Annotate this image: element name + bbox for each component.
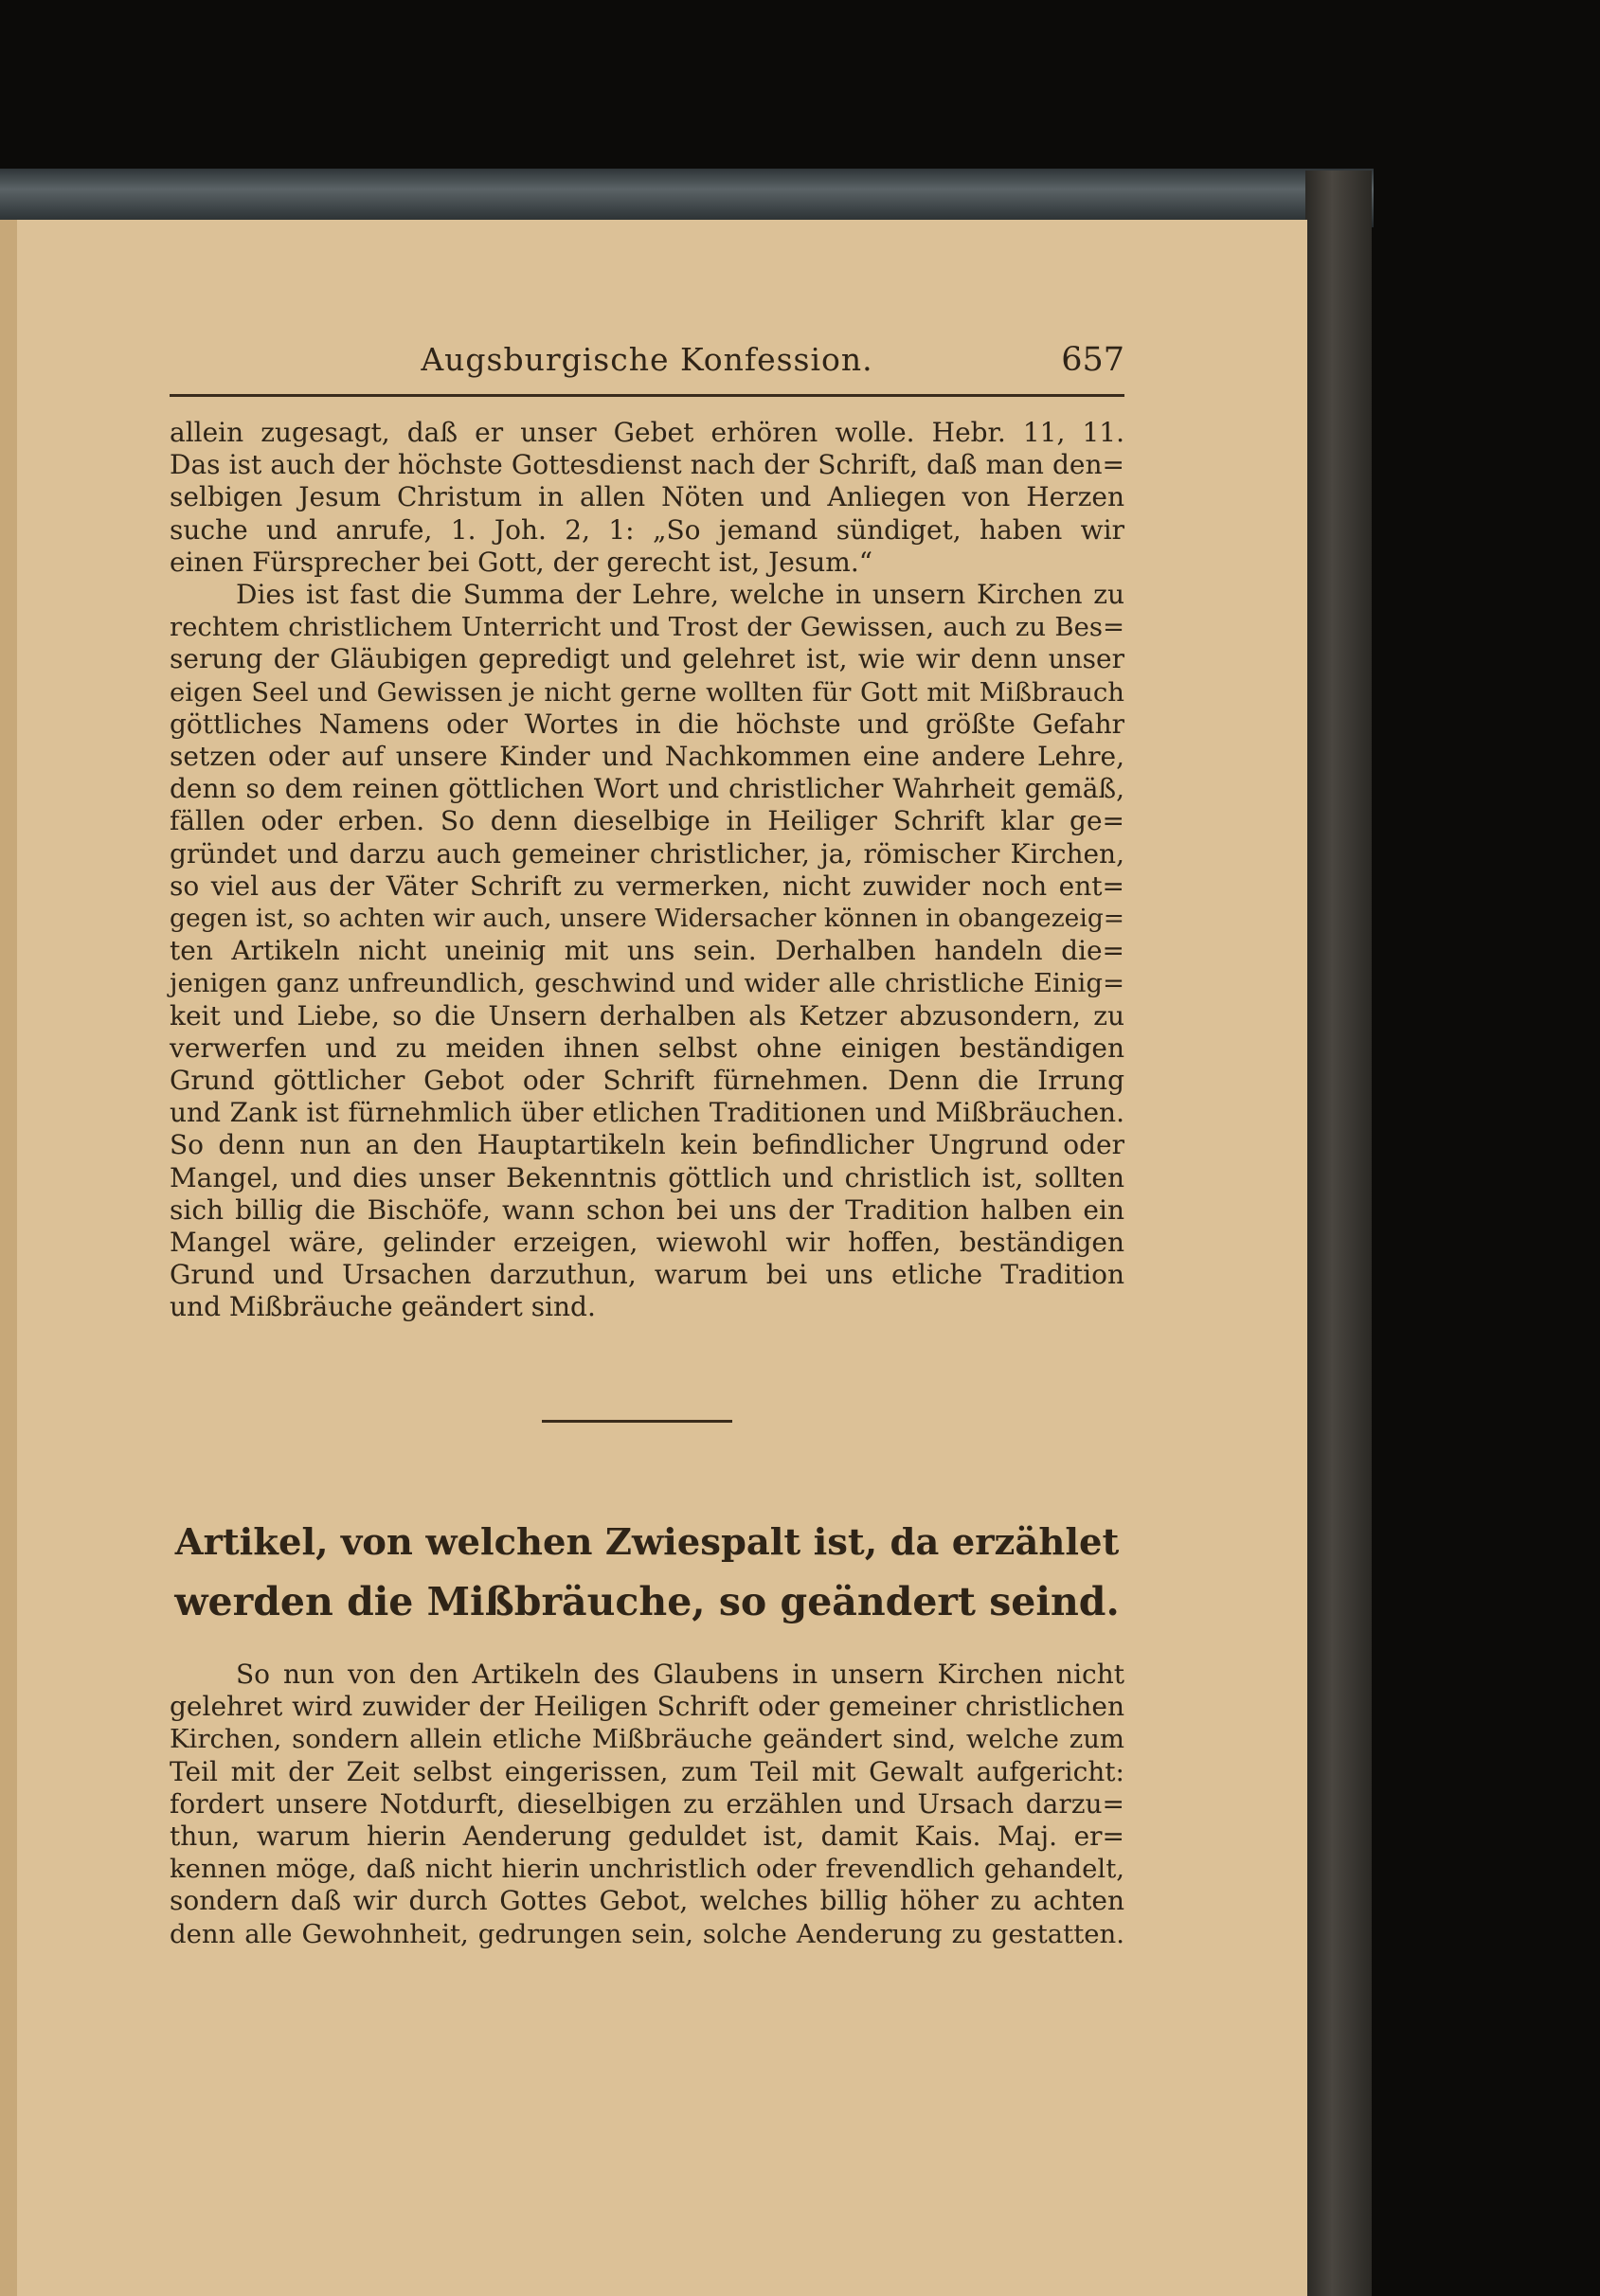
text-line: thun, warum hierin Aenderung geduldet ist, damit Kais. Maj. er= <box>170 1821 1124 1853</box>
text-line: göttliches Namens oder Wortes in die höchste und größte Gefahr <box>170 708 1124 740</box>
text-line: Grund göttlicher Gebot oder Schrift fürnehmen. Denn die Irrung <box>170 1065 1124 1097</box>
text-line: eigen Seel und Gewissen je nicht gerne wollten für Gott mit Mißbrauch <box>170 676 1124 708</box>
running-title: Augsburgische Konfession. <box>421 341 873 378</box>
section-heading-line-2: werden die Mißbräuche, so geändert seind. <box>174 1579 1120 1624</box>
text-line: gründet und darzu auch gemeiner christlicher, ja, römischer Kirchen, <box>170 837 1124 870</box>
page-number: 657 <box>1061 341 1124 379</box>
text-line: fällen oder erben. So denn dieselbige in Heiliger Schrift klar ge= <box>170 805 1124 837</box>
text-line: selbigen Jesum Christum in allen Nöten und Anliegen von Herzen <box>170 481 1124 513</box>
text-line: Grund und Ursachen darzuthun, warum bei uns etliche Tradition <box>170 1259 1124 1291</box>
text-line: allein zugesagt, daß er unser Gebet erhören wolle. Hebr. 11, 11. <box>170 417 1124 448</box>
text-line: sich billig die Bischöfe, wann schon bei uns der Tradition halben ein <box>170 1193 1124 1226</box>
paragraph-1 <box>170 417 1124 579</box>
text-line: einen Fürsprecher bei Gott, der gerecht ist, Jesum.“ <box>170 546 873 578</box>
text-line: suche und anrufe, 1. Joh. 2, 1: „So jemand sündiget, haben wir <box>170 513 1124 546</box>
text-line: jenigen ganz unfreundlich, geschwind und wider alle christliche Einig= <box>170 968 1124 999</box>
text-line: sondern daß wir durch Gottes Gebot, welches billig höher zu achten <box>170 1885 1124 1917</box>
text-line: Das ist auch der höchste Gottesdienst nach der Schrift, daß man den= <box>170 449 1124 481</box>
text-line: kennen möge, daß nicht hierin unchristlich oder frevendlich gehandelt, <box>170 1854 1124 1885</box>
text-line: serung der Gläubigen gepredigt und gelehret ist, wie wir denn unser <box>170 643 1124 675</box>
text-line: denn alle Gewohnheit, gedrungen sein, solche Aenderung zu gestatten. <box>170 1918 1124 1949</box>
text-line: so viel aus der Väter Schrift zu vermerken, nicht zuwider noch ent= <box>170 870 1124 902</box>
text-line: Mangel wäre, gelinder erzeigen, wiewohl wir hoffen, beständigen <box>170 1227 1124 1259</box>
page-gutter <box>0 220 17 2296</box>
section-divider <box>542 1420 732 1423</box>
book-cover-edge <box>1305 170 1372 2296</box>
book-binding <box>0 169 1374 227</box>
text-line: Mangel, und dies unser Bekenntnis göttlich und christlich ist, sollten <box>170 1161 1124 1193</box>
text-line: keit und Liebe, so die Unsern derhalben als Ketzer abzusondern, zu <box>170 999 1124 1031</box>
header-rule <box>170 394 1124 397</box>
text-line: gelehret wird zuwider der Heiligen Schrift oder gemeiner christlichen <box>170 1691 1124 1723</box>
text-line: und Zank ist fürnehmlich über etlichen Traditionen und Mißbräuchen. <box>170 1097 1124 1129</box>
text-line: Dies ist fast die Summa der Lehre, welche in unsern Kirchen zu <box>236 579 1124 610</box>
text-line: denn so dem reinen göttlichen Wort und christlicher Wahrheit gemäß, <box>170 773 1124 805</box>
section-heading-line-1: Artikel, von welchen Zwiespalt ist, da erzählet <box>174 1521 1120 1564</box>
text-line: verwerfen und zu meiden ihnen selbst ohne einigen beständigen <box>170 1031 1124 1064</box>
paragraph-2 <box>170 579 1124 1324</box>
text-line: So nun von den Artikeln des Glaubens in unsern Kirchen nicht <box>236 1659 1124 1690</box>
paragraph-3 <box>170 1659 1124 1950</box>
section-heading <box>170 1514 1124 1631</box>
text-line: So denn nun an den Hauptartikeln kein befindlicher Ungrund oder <box>170 1129 1124 1161</box>
text-line: rechtem christlichem Unterricht und Trost der Gewissen, auch zu Bes= <box>170 612 1124 643</box>
text-line: Teil mit der Zeit selbst eingerissen, zum Teil mit Gewalt aufgericht: <box>170 1755 1124 1787</box>
text-line: und Mißbräuche geändert sind. <box>170 1291 596 1323</box>
text-line: ten Artikeln nicht uneinig mit uns sein. Derhalben handeln die= <box>170 935 1124 967</box>
text-line: setzen oder auf unsere Kinder und Nachkommen eine andere Lehre, <box>170 741 1124 773</box>
text-line: gegen ist, so achten wir auch, unsere Widersacher können in obangezeig= <box>170 904 1124 934</box>
running-head <box>170 336 1124 384</box>
text-line: fordert unsere Notdurft, dieselbigen zu erzählen und Ursach darzu= <box>170 1787 1124 1820</box>
text-line: Kirchen, sondern allein etliche Mißbräuche geändert sind, welche zum <box>170 1724 1124 1755</box>
